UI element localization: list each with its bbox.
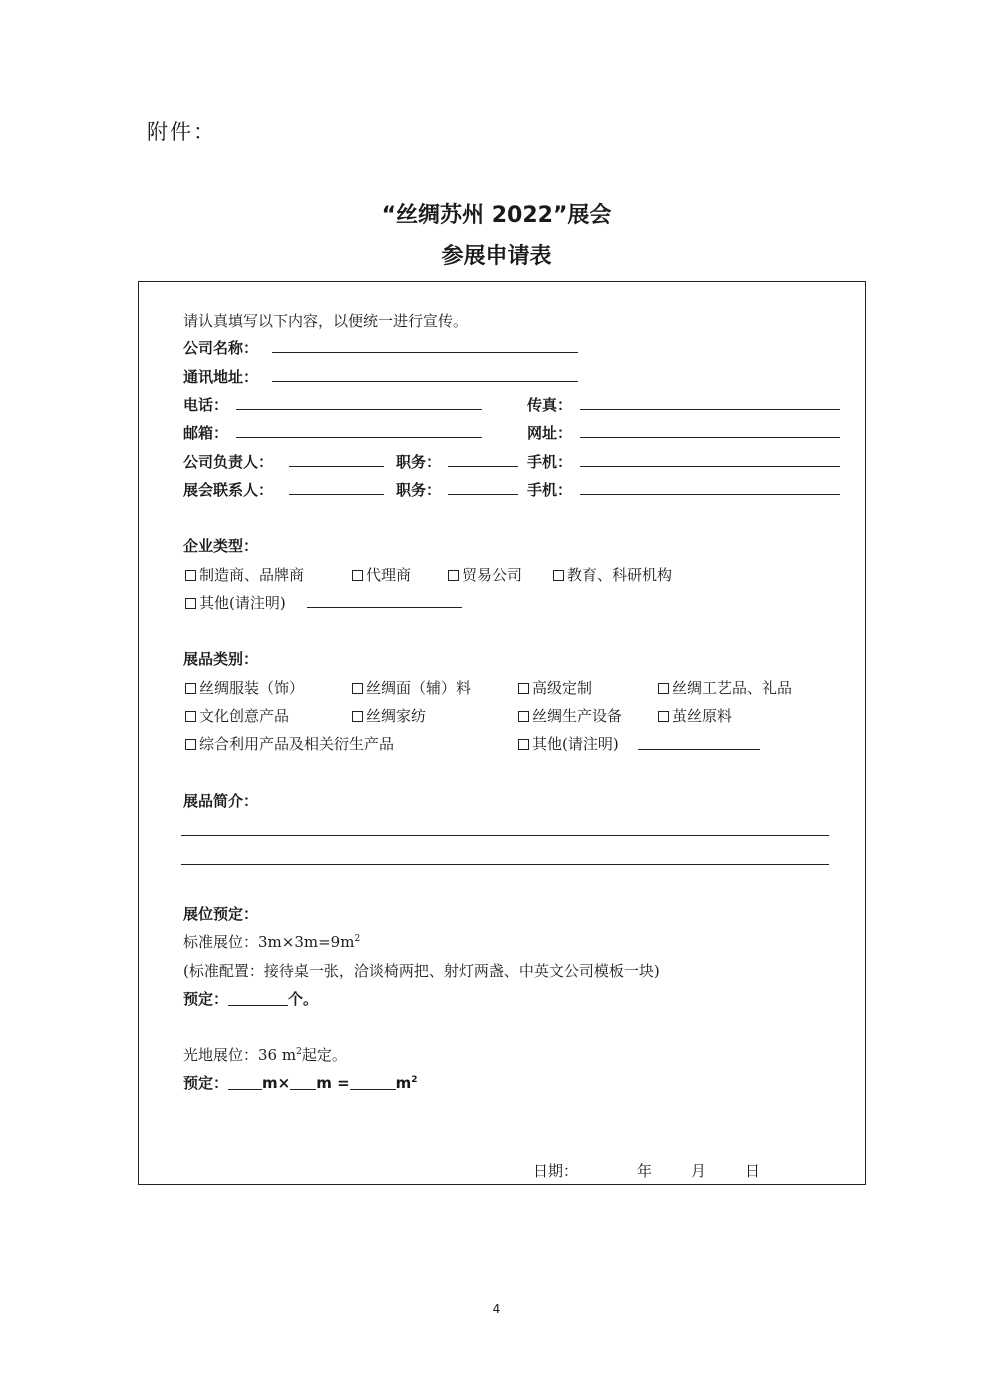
exhibit-option-other[interactable]: 其他(请注明) bbox=[518, 733, 619, 754]
form-title: “丝绸苏州 2022”展会 bbox=[381, 203, 612, 228]
product-intro-line-1[interactable] bbox=[181, 835, 829, 836]
phone-field[interactable] bbox=[236, 409, 482, 410]
checkbox[interactable] bbox=[518, 711, 529, 722]
standard-reserve-row: 预定： 个。 bbox=[183, 990, 319, 1008]
phone-label: 电话： bbox=[183, 396, 229, 414]
checkbox[interactable] bbox=[553, 570, 564, 581]
fax-label: 传真： bbox=[527, 396, 573, 414]
exhibit-option-derivatives[interactable]: 综合利用产品及相关衍生产品 bbox=[185, 733, 394, 754]
date-month: 月 bbox=[691, 1162, 707, 1180]
checkbox[interactable] bbox=[185, 739, 196, 750]
product-intro-line-2[interactable] bbox=[181, 864, 829, 865]
company-head-label: 公司负责人： bbox=[183, 453, 274, 471]
checkbox[interactable] bbox=[658, 711, 669, 722]
contact-mobile-label: 手机： bbox=[527, 481, 573, 499]
contact-position-label: 职务： bbox=[396, 481, 442, 499]
head-position-field[interactable] bbox=[448, 466, 518, 467]
date-label: 日期： bbox=[533, 1162, 579, 1180]
exhibit-option-fabric[interactable]: 丝绸面（辅）料 bbox=[352, 677, 471, 698]
exhibit-option-crafts[interactable]: 丝绸工艺品、礼品 bbox=[658, 677, 792, 698]
checkbox[interactable] bbox=[518, 683, 529, 694]
raw-space-area-field[interactable] bbox=[350, 1075, 396, 1090]
company-name-field[interactable] bbox=[272, 352, 578, 353]
page-number: 4 bbox=[492, 1302, 501, 1316]
checkbox[interactable] bbox=[352, 570, 363, 581]
contact-mobile-field[interactable] bbox=[580, 494, 840, 495]
enterprise-option-agent[interactable]: 代理商 bbox=[352, 564, 411, 585]
enterprise-option-education[interactable]: 教育、科研机构 bbox=[553, 564, 672, 585]
checkbox[interactable] bbox=[658, 683, 669, 694]
enterprise-option-other[interactable]: 其他(请注明) bbox=[185, 592, 286, 613]
expo-contact-label: 展会联系人： bbox=[183, 481, 274, 499]
website-field[interactable] bbox=[580, 437, 840, 438]
expo-contact-field[interactable] bbox=[289, 494, 384, 495]
exhibit-option-home-textile[interactable]: 丝绸家纺 bbox=[352, 705, 426, 726]
company-name-label: 公司名称： bbox=[183, 339, 259, 357]
exhibit-category-heading: 展品类别： bbox=[183, 650, 259, 668]
exhibit-option-raw-silk[interactable]: 茧丝原料 bbox=[658, 705, 732, 726]
enterprise-option-trading[interactable]: 贸易公司 bbox=[448, 564, 522, 585]
exhibit-option-apparel[interactable]: 丝绸服装（饰） bbox=[185, 677, 304, 698]
booth-heading: 展位预定： bbox=[183, 905, 259, 923]
address-label: 通讯地址： bbox=[183, 368, 259, 386]
exhibit-option-custom[interactable]: 高级定制 bbox=[518, 677, 592, 698]
checkbox[interactable] bbox=[185, 570, 196, 581]
website-label: 网址： bbox=[527, 424, 573, 442]
raw-space-width-field[interactable] bbox=[290, 1075, 316, 1090]
head-position-label: 职务： bbox=[396, 453, 442, 471]
date-year: 年 bbox=[637, 1162, 653, 1180]
raw-space-reserve-row: 预定： $m\times m = m^2$ bbox=[183, 1074, 418, 1092]
address-field[interactable] bbox=[272, 381, 578, 382]
checkbox[interactable] bbox=[518, 739, 529, 750]
checkbox[interactable] bbox=[352, 711, 363, 722]
attachment-label: 附件： bbox=[147, 120, 216, 144]
enterprise-type-heading: 企业类型： bbox=[183, 537, 259, 555]
intro-text: 请认真填写以下内容，以便统一进行宣传。 bbox=[183, 312, 469, 330]
checkbox[interactable] bbox=[352, 683, 363, 694]
checkbox[interactable] bbox=[185, 598, 196, 609]
checkbox[interactable] bbox=[185, 683, 196, 694]
head-mobile-field[interactable] bbox=[580, 466, 840, 467]
raw-space-length-field[interactable] bbox=[228, 1075, 262, 1090]
contact-position-field[interactable] bbox=[448, 494, 518, 495]
standard-count-field[interactable] bbox=[228, 991, 288, 1006]
date-day: 日 bbox=[745, 1162, 761, 1180]
checkbox[interactable] bbox=[448, 570, 459, 581]
product-intro-heading: 展品简介： bbox=[183, 792, 259, 810]
standard-config-text: (标准配置：接待桌一张，洽谈椅两把、射灯两盏、中英文公司模板一块) bbox=[183, 962, 660, 980]
form-subtitle: 参展申请表 bbox=[441, 244, 552, 269]
raw-space-text: 光地展位：36 $m^2$起定。 bbox=[183, 1046, 347, 1064]
enterprise-option-manufacturer[interactable]: 制造商、品牌商 bbox=[185, 564, 304, 585]
fax-field[interactable] bbox=[580, 409, 840, 410]
exhibit-option-creative[interactable]: 文化创意产品 bbox=[185, 705, 289, 726]
email-label: 邮箱： bbox=[183, 424, 229, 442]
enterprise-other-field[interactable] bbox=[307, 607, 462, 608]
standard-booth-text: 标准展位：$3m\times 3m=9m^2$ bbox=[183, 933, 361, 951]
email-field[interactable] bbox=[236, 437, 482, 438]
checkbox[interactable] bbox=[185, 711, 196, 722]
head-mobile-label: 手机： bbox=[527, 453, 573, 471]
exhibit-option-equipment[interactable]: 丝绸生产设备 bbox=[518, 705, 622, 726]
exhibit-other-field[interactable] bbox=[638, 749, 760, 750]
company-head-field[interactable] bbox=[289, 466, 384, 467]
